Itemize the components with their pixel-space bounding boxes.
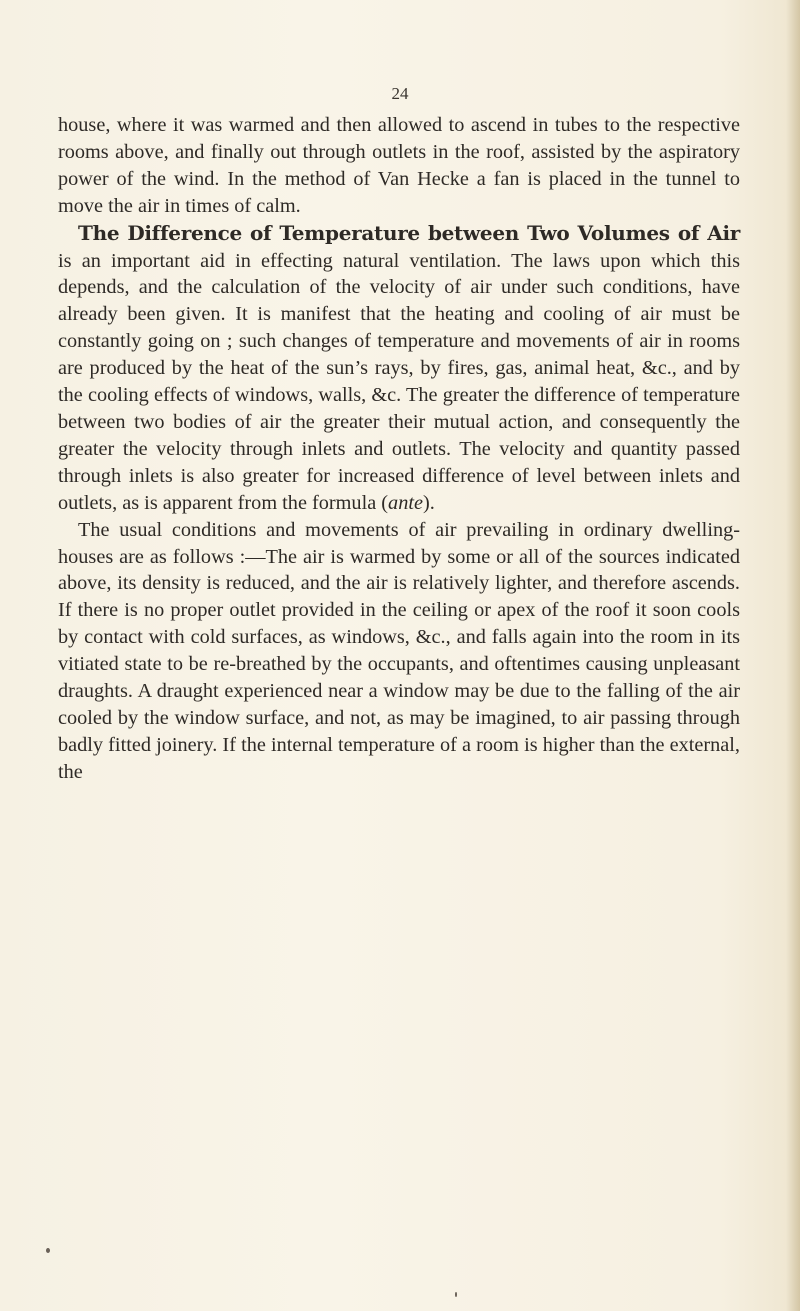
print-speck (455, 1292, 457, 1297)
paragraph-2-closing: ). (422, 491, 435, 514)
paragraph-2-text: is an important aid in effecting natural ventilation. The laws upon which this depends, and the calculation of the velocity of air under such conditions, have already been given. It is manifest that the heating and cooling of air must be constantly going on ; such changes of temperature and movements of air in rooms are produced by the heat of the sun’s rays, by fires, gas, animal heat, &c., and by the cooling effects of windows, walls, &c. The greater the difference of temperature between two bodies of air the greater their mutual action, and consequently the greater the velocity through inlets and outlets. The velocity and quantity passed through inlets is also greater for increased difference of level between inlets and outlets, as is apparent from the formula ( (58, 249, 740, 514)
italic-ante: ante (388, 491, 423, 514)
paragraph-continuation (58, 112, 740, 220)
section-heading: The Difference of Temperature between Two Volumes of Air (78, 220, 740, 245)
paragraph-usual-conditions (58, 517, 740, 786)
page-body (58, 112, 740, 786)
page-edge-shadow (786, 0, 800, 1311)
page-number: 24 (391, 84, 409, 103)
print-speck (46, 1248, 50, 1253)
paragraph-3-text: The usual conditions and movements of air prevailing in ordinary dwelling-houses are as follows :—The air is warmed by some or all of the sources indicated above, its density is reduced, and the air is relatively lighter, and therefore ascends. If there is no proper outlet provided in the ceiling or apex of the roof it soon cools by contact with cold surfaces, as windows, &c., and falls again into the room in its vitiated state to be re-breathed by the occupants, and oftentimes causing unpleasant draughts. A draught experienced near a window may be due to the falling of the air cooled by the window surface, and not, as may be imagined, to air passing through badly fitted joinery. If the internal temperature of a room is higher than the external, the (58, 518, 740, 783)
paragraph-1-text: house, where it was warmed and then allowed to ascend in tubes to the respective rooms above, and finally out through outlets in the roof, assisted by the aspiratory power of the wind. In the method of Van Hecke a fan is placed in the tunnel to move the air in times of calm. (58, 114, 740, 217)
paragraph-temperature-difference (58, 220, 740, 517)
